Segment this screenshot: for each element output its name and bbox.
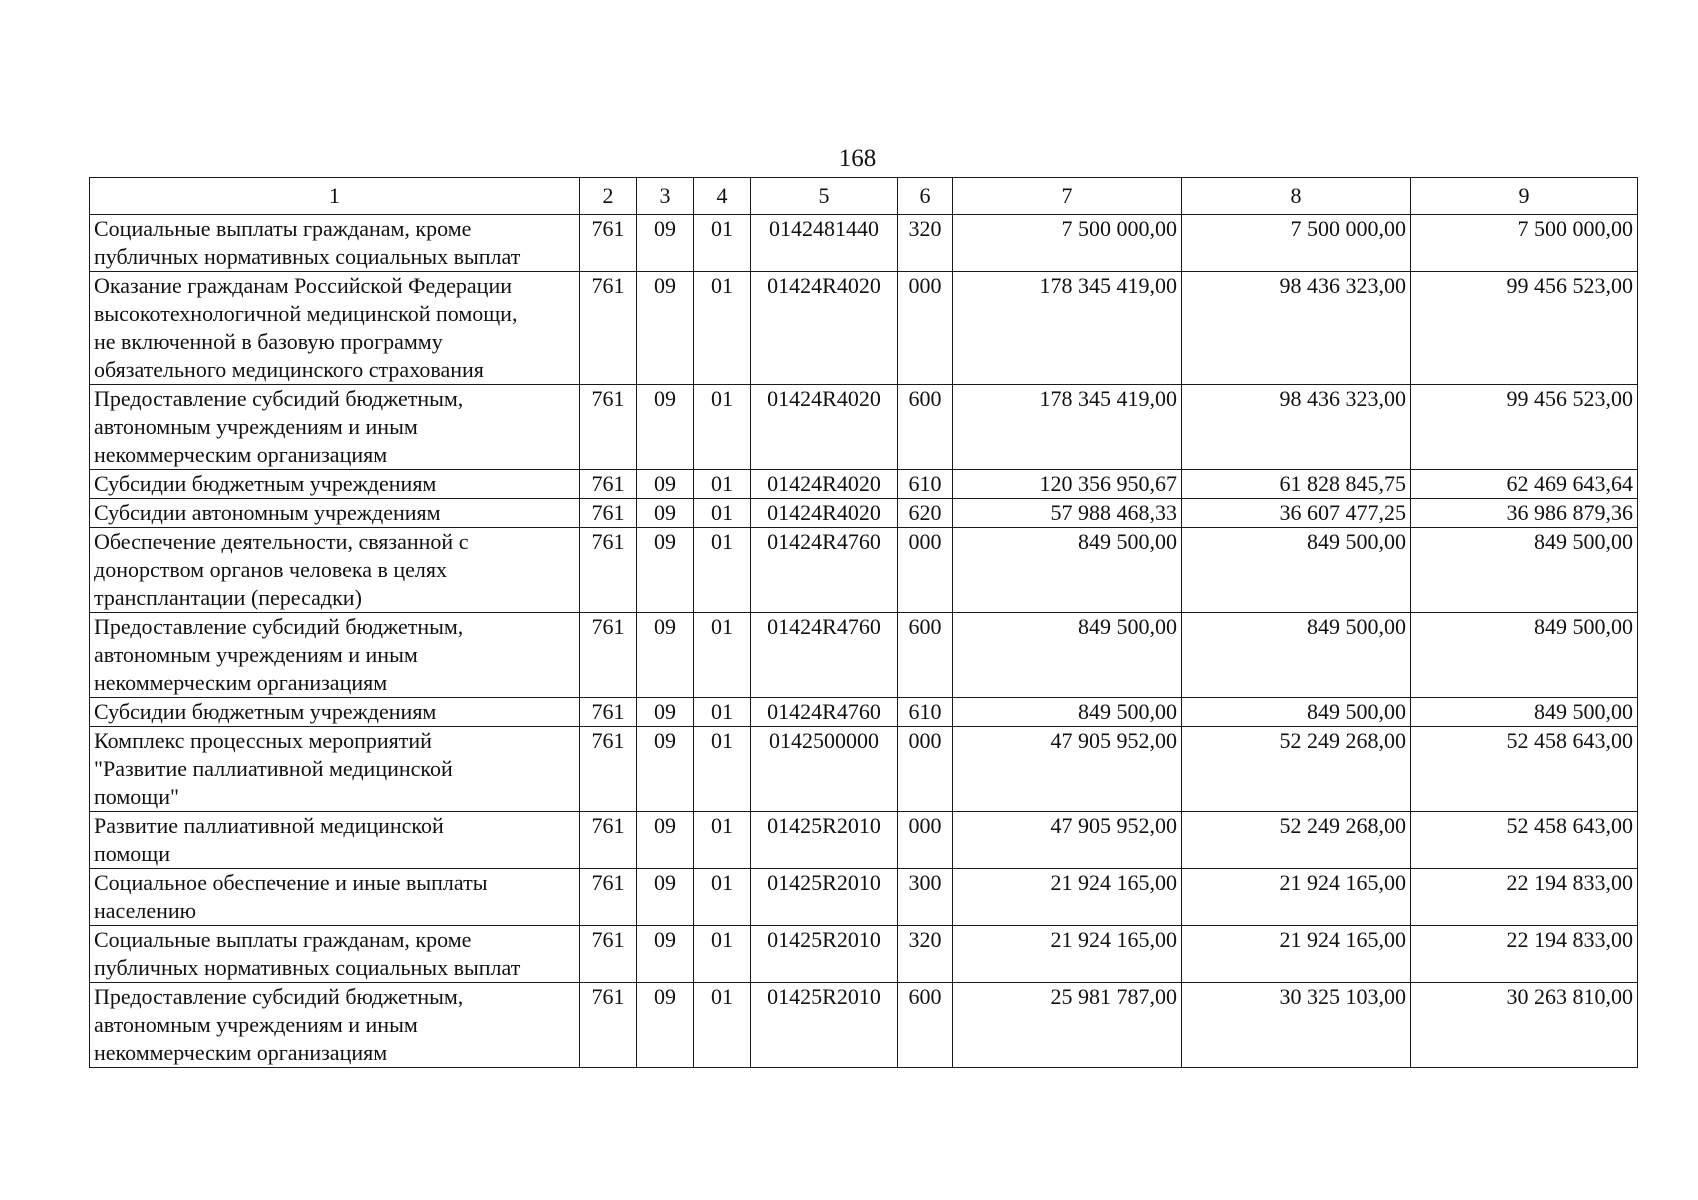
row-name-cell	[90, 727, 580, 812]
row-name-line: Социальные выплаты гражданам, кроме	[94, 927, 472, 952]
code-cell-c3: 09	[637, 698, 694, 727]
code-cell-c3: 09	[637, 869, 694, 926]
row-name-cell	[90, 528, 580, 613]
header-cell: 3	[637, 178, 694, 215]
amount-cell-c8: 98 436 323,00	[1182, 272, 1411, 385]
code-cell-c2: 761	[580, 470, 637, 499]
code-cell-c6: 600	[898, 385, 953, 470]
table-row	[90, 528, 1638, 613]
row-name-line: высокотехнологичной медицинской помощи,	[94, 301, 518, 326]
header-cell: 5	[751, 178, 898, 215]
table-row	[90, 215, 1638, 272]
code-cell-c5: 01425R2010	[751, 926, 898, 983]
amount-cell-c9: 52 458 643,00	[1411, 812, 1638, 869]
code-cell-c5: 01425R2010	[751, 869, 898, 926]
amount-cell-c9: 849 500,00	[1411, 528, 1638, 613]
amount-cell-c7: 849 500,00	[953, 528, 1182, 613]
row-name-line: Субсидии бюджетным учреждениям	[94, 699, 437, 724]
row-name-line: Социальное обеспечение и иные выплаты	[94, 870, 488, 895]
row-name-line: некоммерческим организациям	[94, 1040, 388, 1065]
amount-cell-c9: 849 500,00	[1411, 698, 1638, 727]
row-name-line: Комплекс процессных мероприятий	[94, 728, 432, 753]
row-name-line: некоммерческим организациям	[94, 442, 388, 467]
amount-cell-c7: 47 905 952,00	[953, 727, 1182, 812]
code-cell-c2: 761	[580, 983, 637, 1068]
code-cell-c2: 761	[580, 869, 637, 926]
table-row	[90, 983, 1638, 1068]
code-cell-c4: 01	[694, 698, 751, 727]
code-cell-c6: 610	[898, 698, 953, 727]
amount-cell-c9: 22 194 833,00	[1411, 926, 1638, 983]
code-cell-c5: 0142500000	[751, 727, 898, 812]
row-name-line: публичных нормативных социальных выплат	[94, 244, 521, 269]
amount-cell-c8: 98 436 323,00	[1182, 385, 1411, 470]
table-row	[90, 499, 1638, 528]
row-name-line: донорством органов человека в целях	[94, 557, 448, 582]
code-cell-c3: 09	[637, 926, 694, 983]
code-cell-c3: 09	[637, 272, 694, 385]
table-header	[90, 178, 1638, 215]
row-name-line: обязательного медицинского страхования	[94, 357, 484, 382]
code-cell-c6: 000	[898, 812, 953, 869]
row-name-line: помощи	[94, 841, 170, 866]
code-cell-c3: 09	[637, 983, 694, 1068]
amount-cell-c7: 21 924 165,00	[953, 926, 1182, 983]
code-cell-c4: 01	[694, 385, 751, 470]
row-name-line: автономным учреждениям и иным	[94, 1012, 418, 1037]
code-cell-c4: 01	[694, 528, 751, 613]
header-cell: 2	[580, 178, 637, 215]
code-cell-c6: 320	[898, 926, 953, 983]
amount-cell-c9: 52 458 643,00	[1411, 727, 1638, 812]
code-cell-c4: 01	[694, 470, 751, 499]
amount-cell-c7: 7 500 000,00	[953, 215, 1182, 272]
code-cell-c6: 000	[898, 528, 953, 613]
code-cell-c3: 09	[637, 385, 694, 470]
code-cell-c4: 01	[694, 869, 751, 926]
code-cell-c5: 01425R2010	[751, 812, 898, 869]
table-row	[90, 698, 1638, 727]
table-row	[90, 470, 1638, 499]
row-name-cell	[90, 983, 580, 1068]
row-name-line: Развитие паллиативной медицинской	[94, 813, 444, 838]
code-cell-c3: 09	[637, 528, 694, 613]
row-name-line: не включенной в базовую программу	[94, 329, 443, 354]
amount-cell-c8: 52 249 268,00	[1182, 812, 1411, 869]
row-name-line: Субсидии автономным учреждениям	[94, 500, 441, 525]
amount-cell-c7: 120 356 950,67	[953, 470, 1182, 499]
code-cell-c6: 300	[898, 869, 953, 926]
amount-cell-c8: 21 924 165,00	[1182, 926, 1411, 983]
amount-cell-c8: 849 500,00	[1182, 613, 1411, 698]
code-cell-c5: 01424R4020	[751, 470, 898, 499]
amount-cell-c8: 61 828 845,75	[1182, 470, 1411, 499]
code-cell-c4: 01	[694, 727, 751, 812]
code-cell-c5: 01424R4760	[751, 698, 898, 727]
row-name-line: Предоставление субсидий бюджетным,	[94, 386, 464, 411]
code-cell-c6: 000	[898, 727, 953, 812]
code-cell-c4: 01	[694, 926, 751, 983]
row-name-line: Предоставление субсидий бюджетным,	[94, 614, 464, 639]
amount-cell-c9: 30 263 810,00	[1411, 983, 1638, 1068]
amount-cell-c7: 57 988 468,33	[953, 499, 1182, 528]
table-row	[90, 869, 1638, 926]
row-name-cell	[90, 385, 580, 470]
table-body	[90, 215, 1638, 1068]
code-cell-c2: 761	[580, 272, 637, 385]
code-cell-c6: 600	[898, 613, 953, 698]
code-cell-c6: 600	[898, 983, 953, 1068]
row-name-line: некоммерческим организациям	[94, 670, 388, 695]
row-name-cell	[90, 926, 580, 983]
table-row	[90, 272, 1638, 385]
row-name-line: Оказание гражданам Российской Федерации	[94, 273, 512, 298]
code-cell-c5: 01425R2010	[751, 983, 898, 1068]
row-name-cell	[90, 613, 580, 698]
code-cell-c5: 0142481440	[751, 215, 898, 272]
amount-cell-c7: 178 345 419,00	[953, 385, 1182, 470]
code-cell-c2: 761	[580, 528, 637, 613]
amount-cell-c9: 22 194 833,00	[1411, 869, 1638, 926]
amount-cell-c9: 99 456 523,00	[1411, 272, 1638, 385]
amount-cell-c9: 99 456 523,00	[1411, 385, 1638, 470]
row-name-line: Субсидии бюджетным учреждениям	[94, 471, 437, 496]
row-name-line: автономным учреждениям и иным	[94, 642, 418, 667]
table-row	[90, 812, 1638, 869]
row-name-line: автономным учреждениям и иным	[94, 414, 418, 439]
header-cell: 1	[90, 178, 580, 215]
row-name-cell	[90, 869, 580, 926]
row-name-line: помощи"	[94, 784, 179, 809]
amount-cell-c8: 30 325 103,00	[1182, 983, 1411, 1068]
table-row	[90, 926, 1638, 983]
code-cell-c2: 761	[580, 926, 637, 983]
code-cell-c4: 01	[694, 613, 751, 698]
code-cell-c6: 620	[898, 499, 953, 528]
row-name-cell	[90, 698, 580, 727]
code-cell-c4: 01	[694, 272, 751, 385]
row-name-line: Предоставление субсидий бюджетным,	[94, 984, 464, 1009]
code-cell-c2: 761	[580, 698, 637, 727]
code-cell-c4: 01	[694, 983, 751, 1068]
amount-cell-c8: 849 500,00	[1182, 528, 1411, 613]
amount-cell-c9: 62 469 643,64	[1411, 470, 1638, 499]
code-cell-c6: 320	[898, 215, 953, 272]
amount-cell-c8: 36 607 477,25	[1182, 499, 1411, 528]
code-cell-c5: 01424R4020	[751, 272, 898, 385]
amount-cell-c7: 849 500,00	[953, 698, 1182, 727]
row-name-line: трансплантации (пересадки)	[94, 585, 362, 610]
row-name-line: "Развитие паллиативной медицинской	[94, 756, 453, 781]
code-cell-c3: 09	[637, 470, 694, 499]
row-name-line: публичных нормативных социальных выплат	[94, 955, 521, 980]
code-cell-c3: 09	[637, 812, 694, 869]
row-name-line: населению	[94, 898, 197, 923]
code-cell-c2: 761	[580, 215, 637, 272]
row-name-line: Социальные выплаты гражданам, кроме	[94, 216, 472, 241]
amount-cell-c9: 36 986 879,36	[1411, 499, 1638, 528]
code-cell-c2: 761	[580, 385, 637, 470]
code-cell-c4: 01	[694, 215, 751, 272]
code-cell-c2: 761	[580, 613, 637, 698]
code-cell-c3: 09	[637, 499, 694, 528]
code-cell-c2: 761	[580, 727, 637, 812]
row-name-cell	[90, 272, 580, 385]
amount-cell-c8: 849 500,00	[1182, 698, 1411, 727]
row-name-cell	[90, 499, 580, 528]
budget-table	[89, 177, 1638, 1068]
header-cell: 8	[1182, 178, 1411, 215]
code-cell-c4: 01	[694, 499, 751, 528]
code-cell-c2: 761	[580, 499, 637, 528]
amount-cell-c7: 21 924 165,00	[953, 869, 1182, 926]
code-cell-c3: 09	[637, 727, 694, 812]
code-cell-c6: 610	[898, 470, 953, 499]
amount-cell-c9: 7 500 000,00	[1411, 215, 1638, 272]
table-row	[90, 613, 1638, 698]
header-cell: 7	[953, 178, 1182, 215]
row-name-cell	[90, 470, 580, 499]
row-name-cell	[90, 215, 580, 272]
row-name-cell	[90, 812, 580, 869]
amount-cell-c9: 849 500,00	[1411, 613, 1638, 698]
amount-cell-c8: 52 249 268,00	[1182, 727, 1411, 812]
code-cell-c3: 09	[637, 613, 694, 698]
code-cell-c6: 000	[898, 272, 953, 385]
code-cell-c2: 761	[580, 812, 637, 869]
header-row	[90, 178, 1638, 215]
code-cell-c5: 01424R4020	[751, 385, 898, 470]
header-cell: 6	[898, 178, 953, 215]
amount-cell-c8: 21 924 165,00	[1182, 869, 1411, 926]
code-cell-c5: 01424R4760	[751, 528, 898, 613]
code-cell-c3: 09	[637, 215, 694, 272]
amount-cell-c7: 178 345 419,00	[953, 272, 1182, 385]
amount-cell-c7: 25 981 787,00	[953, 983, 1182, 1068]
page-number: 168	[838, 145, 877, 172]
amount-cell-c8: 7 500 000,00	[1182, 215, 1411, 272]
code-cell-c4: 01	[694, 812, 751, 869]
table-row	[90, 727, 1638, 812]
code-cell-c5: 01424R4020	[751, 499, 898, 528]
row-name-line: Обеспечение деятельности, связанной с	[94, 529, 469, 554]
code-cell-c5: 01424R4760	[751, 613, 898, 698]
amount-cell-c7: 47 905 952,00	[953, 812, 1182, 869]
table-row	[90, 385, 1638, 470]
header-cell: 9	[1411, 178, 1638, 215]
amount-cell-c7: 849 500,00	[953, 613, 1182, 698]
header-cell: 4	[694, 178, 751, 215]
